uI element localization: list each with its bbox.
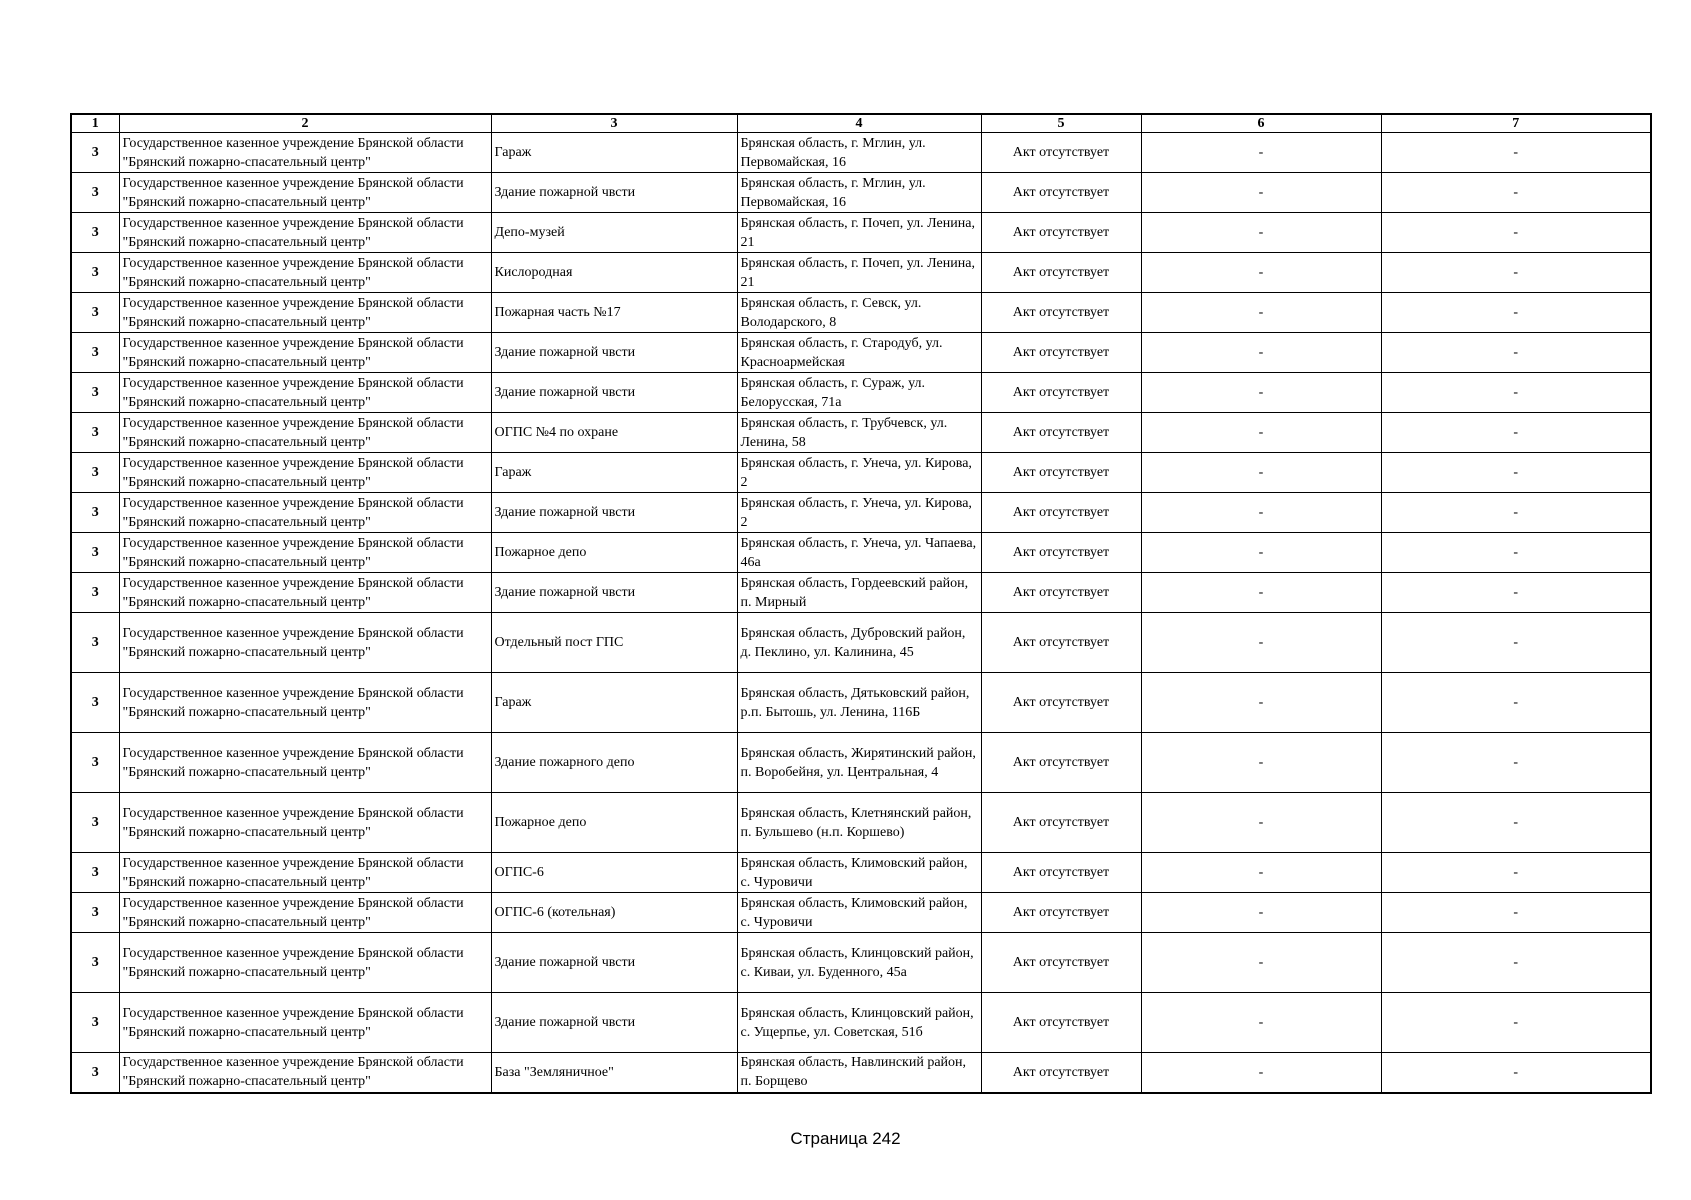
address-cell: Брянская область, г. Севск, ул. Володарского, 8 xyxy=(737,293,981,333)
row-number: 3 xyxy=(71,853,119,893)
row-number: 3 xyxy=(71,673,119,733)
organization-cell: Государственное казенное учреждение Брянской области "Брянский пожарно-спасательный центр" xyxy=(119,253,491,293)
table-row xyxy=(71,453,1651,493)
act-status-cell: Акт отсутствует xyxy=(981,253,1141,293)
address-cell: Брянская область, г. Мглин, ул. Первомайская, 16 xyxy=(737,133,981,173)
organization-cell: Государственное казенное учреждение Брянской области "Брянский пожарно-спасательный центр" xyxy=(119,533,491,573)
row-number: 3 xyxy=(71,293,119,333)
organization-cell: Государственное казенное учреждение Брянской области "Брянский пожарно-спасательный центр" xyxy=(119,373,491,413)
column-6-cell: - xyxy=(1141,893,1381,933)
row-number: 3 xyxy=(71,933,119,993)
organization-cell: Государственное казенное учреждение Брянской области "Брянский пожарно-спасательный центр" xyxy=(119,133,491,173)
object-name-cell: Пожарная часть №17 xyxy=(491,293,737,333)
column-7-cell: - xyxy=(1381,893,1651,933)
column-6-cell: - xyxy=(1141,133,1381,173)
address-cell: Брянская область, Дятьковский район, р.п. Бытошь, ул. Ленина, 116Б xyxy=(737,673,981,733)
row-number: 3 xyxy=(71,613,119,673)
column-7-cell: - xyxy=(1381,933,1651,993)
address-cell: Брянская область, Навлинский район, п. Борщево xyxy=(737,1053,981,1093)
address-cell: Брянская область, г. Почеп, ул. Ленина, 21 xyxy=(737,213,981,253)
address-cell: Брянская область, г. Унеча, ул. Кирова, 2 xyxy=(737,493,981,533)
organization-cell: Государственное казенное учреждение Брянской области "Брянский пожарно-спасательный центр" xyxy=(119,733,491,793)
object-name-cell: Депо-музей xyxy=(491,213,737,253)
table-row xyxy=(71,933,1651,993)
object-name-cell: Здание пожарной чвсти xyxy=(491,173,737,213)
row-number: 3 xyxy=(71,573,119,613)
act-status-cell: Акт отсутствует xyxy=(981,933,1141,993)
column-header: 4 xyxy=(737,114,981,133)
column-7-cell: - xyxy=(1381,293,1651,333)
column-6-cell: - xyxy=(1141,573,1381,613)
act-status-cell: Акт отсутствует xyxy=(981,293,1141,333)
row-number: 3 xyxy=(71,213,119,253)
organization-cell: Государственное казенное учреждение Брянской области "Брянский пожарно-спасательный центр" xyxy=(119,213,491,253)
page-number: Страница 242 xyxy=(790,1129,901,1148)
organization-cell: Государственное казенное учреждение Брянской области "Брянский пожарно-спасательный центр" xyxy=(119,573,491,613)
column-7-cell: - xyxy=(1381,173,1651,213)
organization-cell: Государственное казенное учреждение Брянской области "Брянский пожарно-спасательный центр" xyxy=(119,673,491,733)
column-7-cell: - xyxy=(1381,1053,1651,1093)
address-cell: Брянская область, Гордеевский район, п. Мирный xyxy=(737,573,981,613)
act-status-cell: Акт отсутствует xyxy=(981,993,1141,1053)
column-header: 2 xyxy=(119,114,491,133)
act-status-cell: Акт отсутствует xyxy=(981,333,1141,373)
organization-cell: Государственное казенное учреждение Брянской области "Брянский пожарно-спасательный центр" xyxy=(119,793,491,853)
document-sheet xyxy=(70,113,1650,1094)
organization-cell: Государственное казенное учреждение Брянской области "Брянский пожарно-спасательный центр" xyxy=(119,333,491,373)
object-name-cell: Гараж xyxy=(491,673,737,733)
table-row xyxy=(71,893,1651,933)
table-row xyxy=(71,293,1651,333)
column-6-cell: - xyxy=(1141,413,1381,453)
column-6-cell: - xyxy=(1141,453,1381,493)
organization-cell: Государственное казенное учреждение Брянской области "Брянский пожарно-спасательный центр" xyxy=(119,613,491,673)
act-status-cell: Акт отсутствует xyxy=(981,533,1141,573)
column-7-cell: - xyxy=(1381,413,1651,453)
table-row xyxy=(71,613,1651,673)
table-row xyxy=(71,733,1651,793)
act-status-cell: Акт отсутствует xyxy=(981,853,1141,893)
organization-cell: Государственное казенное учреждение Брянской области "Брянский пожарно-спасательный центр" xyxy=(119,293,491,333)
object-name-cell: Гараж xyxy=(491,133,737,173)
act-status-cell: Акт отсутствует xyxy=(981,133,1141,173)
column-6-cell: - xyxy=(1141,853,1381,893)
address-cell: Брянская область, Дубровский район, д. Пеклино, ул. Калинина, 45 xyxy=(737,613,981,673)
column-6-cell: - xyxy=(1141,293,1381,333)
address-cell: Брянская область, г. Трубчевск, ул. Ленина, 58 xyxy=(737,413,981,453)
row-number: 3 xyxy=(71,793,119,853)
object-name-cell: Пожарное депо xyxy=(491,793,737,853)
table-row xyxy=(71,373,1651,413)
column-7-cell: - xyxy=(1381,613,1651,673)
organization-cell: Государственное казенное учреждение Брянской области "Брянский пожарно-спасательный центр" xyxy=(119,173,491,213)
column-6-cell: - xyxy=(1141,793,1381,853)
object-name-cell: Здание пожарной чвсти xyxy=(491,993,737,1053)
address-cell: Брянская область, г. Унеча, ул. Чапаева, 46а xyxy=(737,533,981,573)
act-status-cell: Акт отсутствует xyxy=(981,373,1141,413)
address-cell: Брянская область, Климовский район, с. Чуровичи xyxy=(737,893,981,933)
table-row xyxy=(71,993,1651,1053)
row-number: 3 xyxy=(71,893,119,933)
organization-cell: Государственное казенное учреждение Брянской области "Брянский пожарно-спасательный центр" xyxy=(119,853,491,893)
table-row xyxy=(71,1053,1651,1093)
row-number: 3 xyxy=(71,253,119,293)
column-header: 7 xyxy=(1381,114,1651,133)
table-row xyxy=(71,173,1651,213)
table-row xyxy=(71,533,1651,573)
column-7-cell: - xyxy=(1381,333,1651,373)
table-row xyxy=(71,493,1651,533)
column-7-cell: - xyxy=(1381,373,1651,413)
column-header: 1 xyxy=(71,114,119,133)
act-status-cell: Акт отсутствует xyxy=(981,453,1141,493)
column-6-cell: - xyxy=(1141,1053,1381,1093)
column-6-cell: - xyxy=(1141,613,1381,673)
table-body xyxy=(71,133,1651,1093)
object-name-cell: Здание пожарной чвсти xyxy=(491,933,737,993)
address-cell: Брянская область, г. Мглин, ул. Первомайская, 16 xyxy=(737,173,981,213)
object-name-cell: ОГПС №4 по охране xyxy=(491,413,737,453)
column-6-cell: - xyxy=(1141,533,1381,573)
act-status-cell: Акт отсутствует xyxy=(981,173,1141,213)
column-6-cell: - xyxy=(1141,213,1381,253)
column-6-cell: - xyxy=(1141,993,1381,1053)
address-cell: Брянская область, г. Почеп, ул. Ленина, 21 xyxy=(737,253,981,293)
address-cell: Брянская область, г. Унеча, ул. Кирова, 2 xyxy=(737,453,981,493)
act-status-cell: Акт отсутствует xyxy=(981,793,1141,853)
column-header: 6 xyxy=(1141,114,1381,133)
row-number: 3 xyxy=(71,173,119,213)
table-row xyxy=(71,333,1651,373)
act-status-cell: Акт отсутствует xyxy=(981,733,1141,793)
row-number: 3 xyxy=(71,333,119,373)
column-7-cell: - xyxy=(1381,793,1651,853)
act-status-cell: Акт отсутствует xyxy=(981,213,1141,253)
table-row xyxy=(71,413,1651,453)
table-row xyxy=(71,253,1651,293)
object-name-cell: ОГПС-6 (котельная) xyxy=(491,893,737,933)
column-6-cell: - xyxy=(1141,733,1381,793)
column-6-cell: - xyxy=(1141,373,1381,413)
column-6-cell: - xyxy=(1141,493,1381,533)
address-cell: Брянская область, Клетнянский район, п. Бульшево (н.п. Коршево) xyxy=(737,793,981,853)
address-cell: Брянская область, Клинцовский район, с. Ущерпье, ул. Советская, 51б xyxy=(737,993,981,1053)
object-name-cell: Пожарное депо xyxy=(491,533,737,573)
organization-cell: Государственное казенное учреждение Брянской области "Брянский пожарно-спасательный центр" xyxy=(119,933,491,993)
object-name-cell: Отдельный пост ГПС xyxy=(491,613,737,673)
column-7-cell: - xyxy=(1381,453,1651,493)
object-name-cell: Здание пожарной чвсти xyxy=(491,573,737,613)
act-status-cell: Акт отсутствует xyxy=(981,573,1141,613)
row-number: 3 xyxy=(71,993,119,1053)
column-header: 5 xyxy=(981,114,1141,133)
act-status-cell: Акт отсутствует xyxy=(981,893,1141,933)
table-row xyxy=(71,673,1651,733)
column-7-cell: - xyxy=(1381,733,1651,793)
column-6-cell: - xyxy=(1141,333,1381,373)
table-row xyxy=(71,573,1651,613)
row-number: 3 xyxy=(71,133,119,173)
column-7-cell: - xyxy=(1381,853,1651,893)
object-name-cell: База "Земляничное" xyxy=(491,1053,737,1093)
object-name-cell: Кислородная xyxy=(491,253,737,293)
object-name-cell: Здание пожарной чвсти xyxy=(491,333,737,373)
act-status-cell: Акт отсутствует xyxy=(981,1053,1141,1093)
address-cell: Брянская область, Клинцовский район, с. Киваи, ул. Буденного, 45а xyxy=(737,933,981,993)
act-status-cell: Акт отсутствует xyxy=(981,493,1141,533)
organization-cell: Государственное казенное учреждение Брянской области "Брянский пожарно-спасательный центр" xyxy=(119,893,491,933)
column-7-cell: - xyxy=(1381,493,1651,533)
column-6-cell: - xyxy=(1141,933,1381,993)
object-name-cell: Здание пожарной чвсти xyxy=(491,373,737,413)
row-number: 3 xyxy=(71,1053,119,1093)
row-number: 3 xyxy=(71,493,119,533)
organization-cell: Государственное казенное учреждение Брянской области "Брянский пожарно-спасательный центр" xyxy=(119,993,491,1053)
organization-cell: Государственное казенное учреждение Брянской области "Брянский пожарно-спасательный центр" xyxy=(119,453,491,493)
organization-cell: Государственное казенное учреждение Брянской области "Брянский пожарно-спасательный центр" xyxy=(119,493,491,533)
organization-cell: Государственное казенное учреждение Брянской области "Брянский пожарно-спасательный центр" xyxy=(119,413,491,453)
registry-table xyxy=(70,113,1652,1094)
column-7-cell: - xyxy=(1381,253,1651,293)
column-7-cell: - xyxy=(1381,573,1651,613)
column-7-cell: - xyxy=(1381,673,1651,733)
header-row xyxy=(71,114,1651,133)
column-6-cell: - xyxy=(1141,673,1381,733)
object-name-cell: ОГПС-6 xyxy=(491,853,737,893)
column-7-cell: - xyxy=(1381,533,1651,573)
address-cell: Брянская область, Жирятинский район, п. Воробейня, ул. Центральная, 4 xyxy=(737,733,981,793)
address-cell: Брянская область, г. Стародуб, ул. Красноармейская xyxy=(737,333,981,373)
table-row xyxy=(71,213,1651,253)
column-header: 3 xyxy=(491,114,737,133)
act-status-cell: Акт отсутствует xyxy=(981,673,1141,733)
table-row xyxy=(71,793,1651,853)
row-number: 3 xyxy=(71,733,119,793)
act-status-cell: Акт отсутствует xyxy=(981,413,1141,453)
address-cell: Брянская область, г. Сураж, ул. Белорусская, 71а xyxy=(737,373,981,413)
object-name-cell: Гараж xyxy=(491,453,737,493)
column-7-cell: - xyxy=(1381,133,1651,173)
column-7-cell: - xyxy=(1381,213,1651,253)
table-row xyxy=(71,853,1651,893)
table-row xyxy=(71,133,1651,173)
act-status-cell: Акт отсутствует xyxy=(981,613,1141,673)
row-number: 3 xyxy=(71,373,119,413)
column-6-cell: - xyxy=(1141,253,1381,293)
object-name-cell: Здание пожарного депо xyxy=(491,733,737,793)
row-number: 3 xyxy=(71,533,119,573)
address-cell: Брянская область, Климовский район, с. Чуровичи xyxy=(737,853,981,893)
column-6-cell: - xyxy=(1141,173,1381,213)
column-7-cell: - xyxy=(1381,993,1651,1053)
object-name-cell: Здание пожарной чвсти xyxy=(491,493,737,533)
row-number: 3 xyxy=(71,413,119,453)
row-number: 3 xyxy=(71,453,119,493)
organization-cell: Государственное казенное учреждение Брянской области "Брянский пожарно-спасательный центр" xyxy=(119,1053,491,1093)
